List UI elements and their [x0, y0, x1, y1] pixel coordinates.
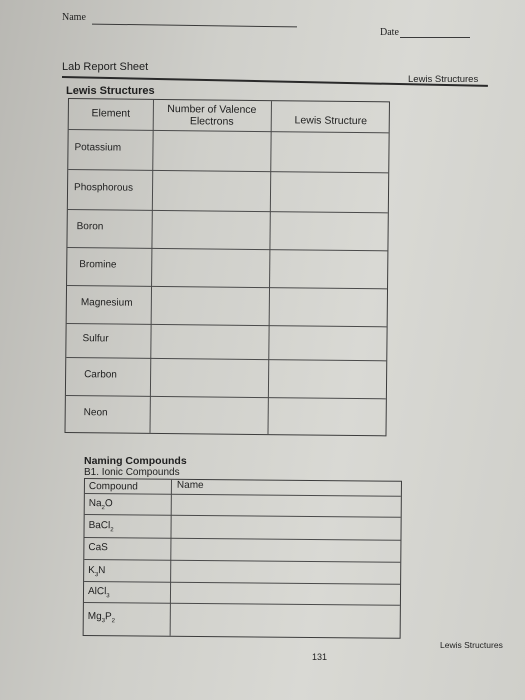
table-row: Potassium	[74, 142, 122, 154]
name-field-line[interactable]	[92, 24, 297, 28]
naming-section-title: Naming Compounds	[84, 455, 187, 467]
date-field-line[interactable]	[400, 37, 470, 38]
column-header-valence-electrons: Number of Valence Electrons	[167, 103, 257, 128]
compound-cell: BaCl$_2$	[88, 520, 114, 534]
column-header-compound: Compound	[88, 481, 138, 493]
table-row: Boron	[76, 221, 104, 233]
column-header-name: Name	[176, 479, 204, 492]
table-row: Magnesium	[80, 297, 133, 309]
column-header-lewis-structure: Lewis Structure	[294, 114, 368, 128]
table-row: Neon	[83, 407, 108, 419]
date-label: Date	[380, 27, 399, 38]
compound-cell: $Mg_3P_2$	[87, 611, 116, 625]
page-number: 131	[312, 652, 328, 662]
table-row: Phosphorous	[74, 182, 134, 194]
table-row: Bromine	[79, 259, 117, 271]
sheet-title: Lab Report Sheet	[62, 61, 149, 73]
topic-header: Lewis Structures	[408, 74, 479, 85]
column-header-element: Element	[91, 107, 131, 120]
name-label: Name	[62, 12, 86, 23]
compound-cell: $Na_2O$	[88, 498, 113, 512]
table-row: Sulfur	[82, 333, 109, 345]
table-row: Carbon	[84, 369, 117, 381]
ionic-compounds-table	[83, 478, 402, 639]
compound-cell: AlCl$_3$	[87, 586, 110, 600]
footer-topic: Lewis Structures	[440, 640, 503, 650]
lewis-section-title: Lewis Structures	[66, 85, 155, 97]
ionic-subsection-title: B1. Ionic Compounds	[84, 467, 180, 478]
lewis-structures-table	[64, 98, 389, 436]
compound-cell: CaS	[88, 542, 108, 554]
compound-cell: $K_3N$	[88, 565, 106, 579]
